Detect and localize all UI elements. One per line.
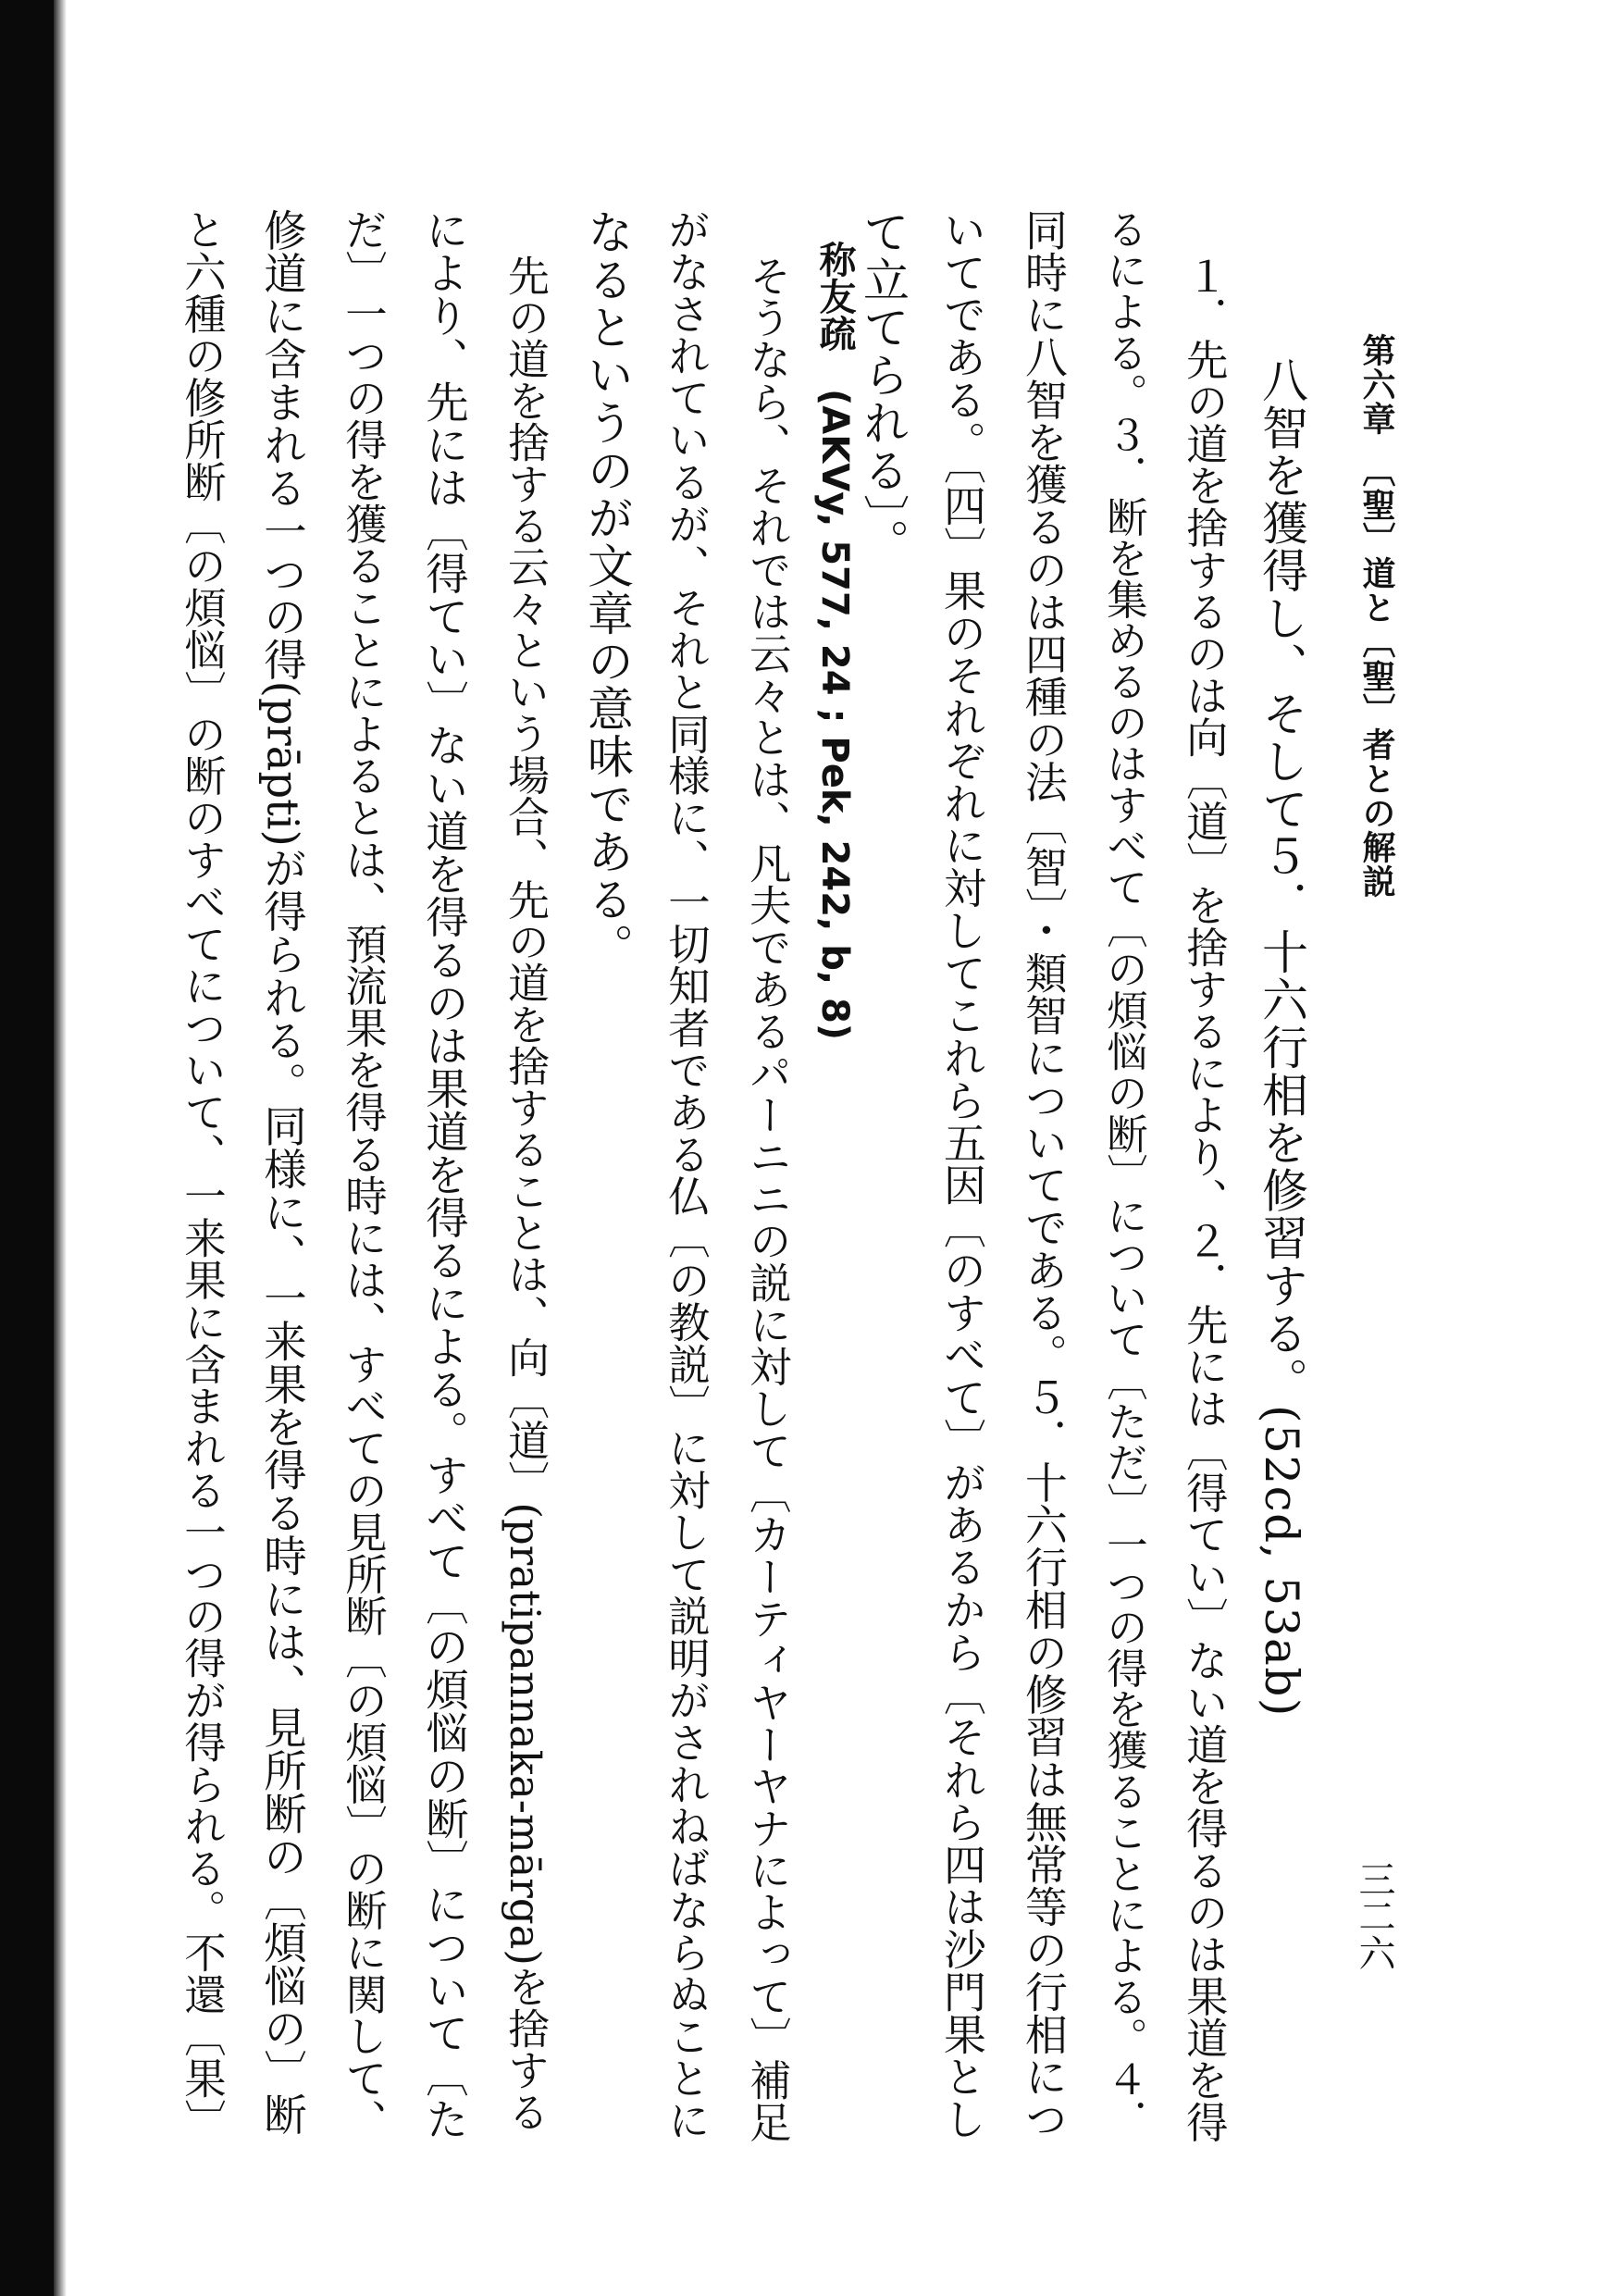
text-line: 先の道を捨する云々という場合、先の道を捨することは、向〔道〕(pratipannaka-mārga)を捨する [500, 254, 550, 2132]
text-line: 修道に含まれる一つの得(prāpti)が得られる。同様に、一来果を得る時には、見所断の〔煩悩の〕断 [257, 208, 308, 2136]
text-line: だ〕一つの得を獲ることによるとは、預流果を得る時には、すべての見所断〔の煩悩〕の断に関して、 [338, 208, 388, 2141]
text-line: により、先には〔得てい〕ない道を得るのは果道を得るによる。すべて〔の煩悩の断〕について〔た [419, 208, 470, 2141]
text-line: と六種の修所断〔の煩悩〕の断のすべてについて、一来果に含まれる一つの得が得られる。不還〔果〕 [177, 208, 227, 2141]
page-number: 三二六 [1353, 1860, 1395, 1971]
book-spine-edge [54, 0, 67, 2296]
text-line: そうなら、それでは云々とは、凡夫であるパーニニの説に対して〔カーティヤーヤナによって〕補足 [742, 254, 792, 2143]
text-line: １．先の道を捨するのは向〔道〕を捨するにより、２．先には〔得てい〕ない道を得るのは果道を得 [1179, 254, 1229, 2143]
text-line: 同時に八智を獲るのは四種の法〔智〕・類智についてである。５．十六行相の修習は無常等の行相につ [1018, 208, 1069, 2141]
text-line: いてである。〔四〕果のそれぞれに対してこれら五因〔のすべて〕があるから〔それら四は沙門果とし [936, 208, 987, 2141]
book-spine-shadow [0, 0, 54, 2296]
section-heading: 称友疏 (AKVy, 577, 24 ; Pek, 242, b, 8) [813, 241, 856, 1041]
running-head: 第六章 〔聖〕道と〔聖〕者との解説 [1357, 333, 1396, 899]
text-line: て立てられる〕。 [856, 208, 910, 566]
text-line: がなされているが、それと同様に、一切知者である仏〔の教説〕に対して説明がされねばならぬことに [661, 208, 711, 2141]
text-line: なるというのが文章の意味である。 [580, 208, 634, 971]
text-line: るによる。３．断を集めるのはすべて〔の煩悩の断〕について〔ただ〕一つの得を獲ることによる。４． [1099, 208, 1147, 2141]
text-line: 八智を獲得し、そして５．十六行相を修習する。(52cd, 53ab) [1255, 356, 1308, 1718]
